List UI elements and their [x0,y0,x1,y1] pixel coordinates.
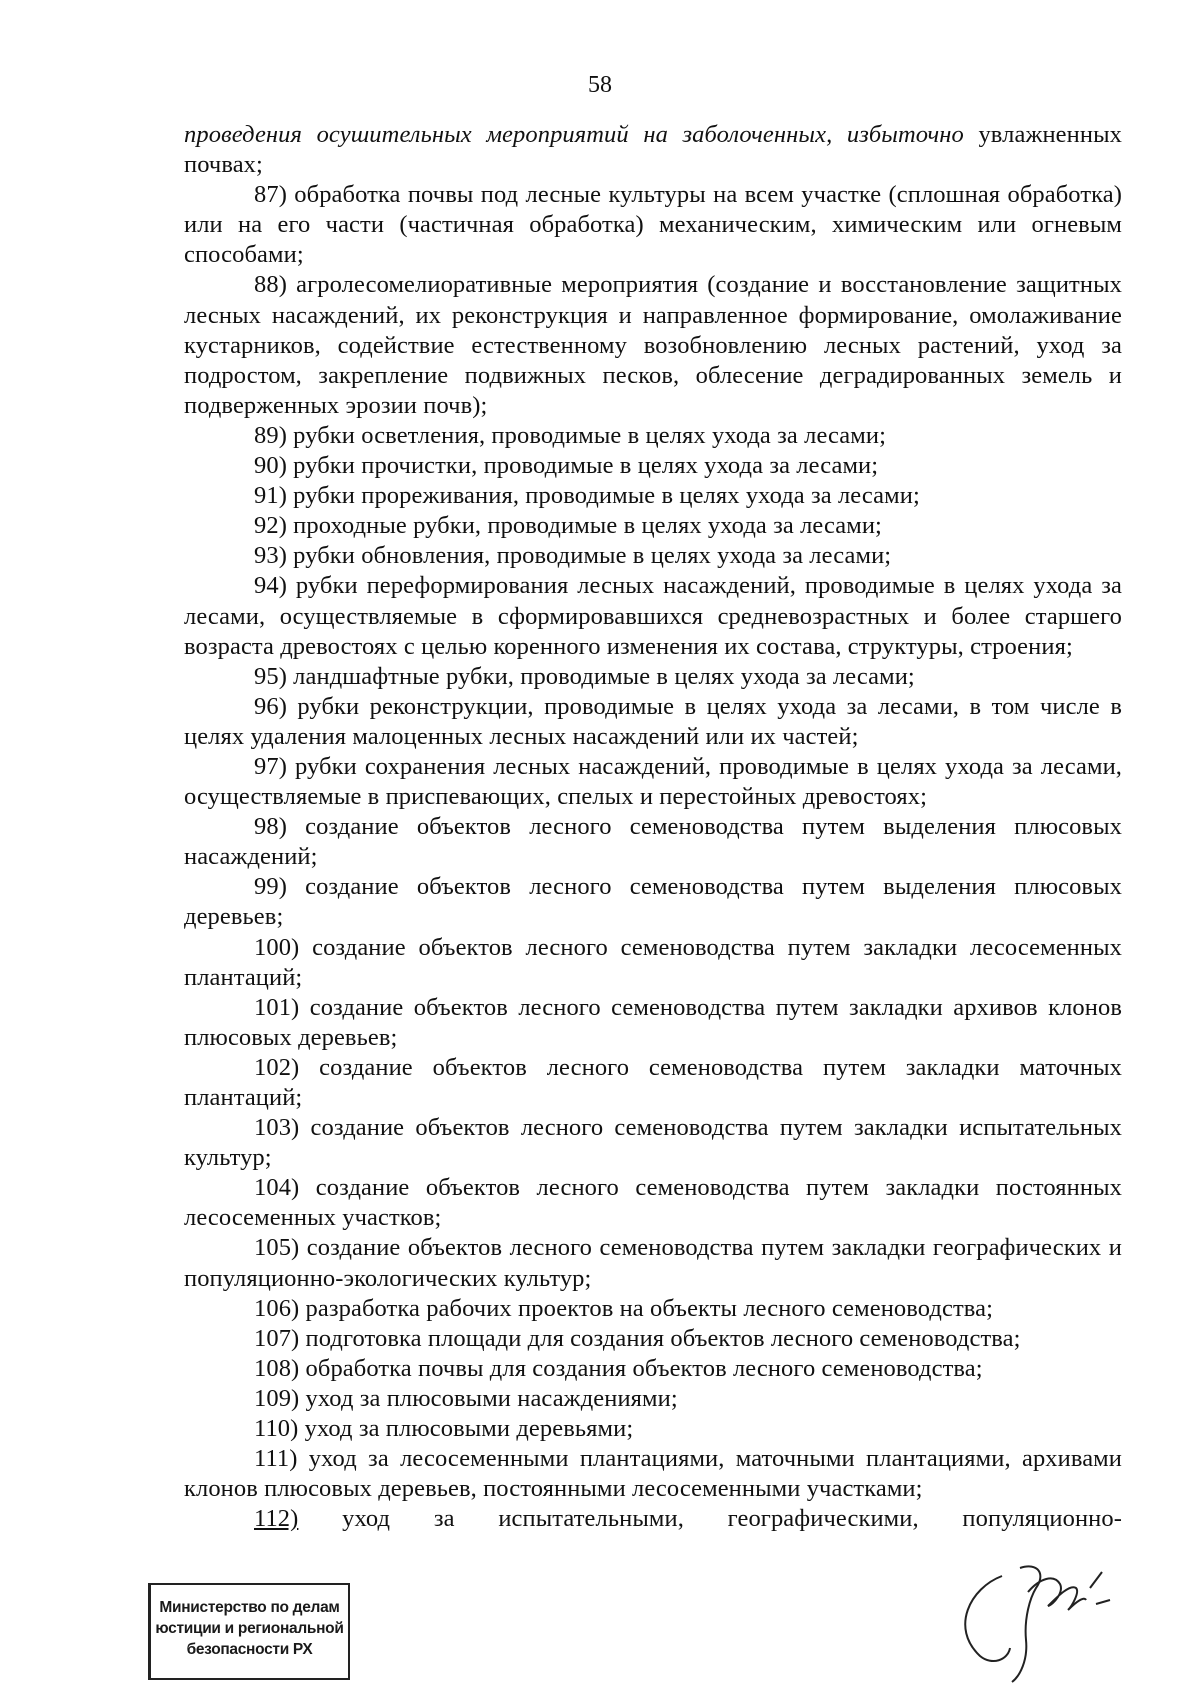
document-body [184,120,1122,1534]
last-list-item [184,1504,1122,1534]
list-item: 107) подготовка площади для создания объектов лесного семеноводства; [254,1324,1021,1352]
stamp-line: юстиции и региональной [155,1620,344,1637]
list-item: 104) создание объектов лесного семеноводства путем закладки постоянных лесосеменных участков; [184,1174,1122,1232]
continuation-rest: увлажненных почвах; [184,121,1122,179]
list-item: 93) рубки обновления, проводимые в целях ухода за лесами; [254,542,892,570]
list-item: 111) уход за лесосеменными плантациями, маточными плантациями, архивами клонов плюсовых деревьев, постоянными лесосеменными участками; [184,1445,1122,1503]
list-item: 99) создание объектов лесного семеноводства путем выделения плюсовых деревьев; [184,873,1122,931]
list-item: 95) ландшафтные рубки, проводимые в целях ухода за лесами; [254,662,915,690]
page-number: 58 [588,72,612,98]
list-item: 92) проходные рубки, проводимые в целях ухода за лесами; [254,512,882,540]
list-item: 94) рубки переформирования лесных насаждений, проводимые в целях ухода за лесами, осуществляемые в сформировавшихся средневозрастных и более старшего возраста древостоях с целью коренного изменения их состава, структуры, строения; [184,572,1122,660]
ministry-stamp [148,1583,350,1680]
list-item: 109) уход за плюсовыми насаждениями; [254,1384,678,1412]
list-item: 105) создание объектов лесного семеноводства путем закладки географических и популяционно-экологических культур; [184,1234,1122,1292]
continuation-italic: проведения осушительных мероприятий на заболоченных, избыточно [184,121,964,148]
list-item: 90) рубки прочистки, проводимые в целях ухода за лесами; [254,452,879,480]
list-item: 102) создание объектов лесного семеноводства путем закладки маточных плантаций; [184,1053,1122,1111]
list-item: 96) рубки реконструкции, проводимые в целях ухода за лесами, в том числе в целях удаления малоценных лесных насаждений или их частей; [184,692,1122,750]
list-item: 108) обработка почвы для создания объектов лесного семеноводства; [254,1354,983,1382]
handwritten-signature [950,1548,1130,1688]
stamp-line: безопасности РХ [186,1641,313,1658]
list-item: 88) агролесомелиоративные мероприятия (создание и восстановление защитных лесных насаждений, их реконструкция и направленное формирование, омолаживание кустарников, содействие естественному возобновлению лесных растений, уход за подростом, закрепление подвижных песков, облесение деградированных земель и подверженных эрозии почв); [184,271,1122,419]
list-item: 87) обработка почвы под лесные культуры на всем участке (сплошная обработка) или на его части (частичная обработка) механическим, химическим или огневым способами; [184,181,1122,269]
list-item: 100) создание объектов лесного семеноводства путем закладки лесосеменных плантаций; [184,933,1122,991]
continuation-paragraph [184,120,1122,180]
last-item-number: 112) [254,1505,299,1533]
list-item: 89) рубки осветления, проводимые в целях ухода за лесами; [254,421,886,449]
list-item: 106) разработка рабочих проектов на объекты лесного семеноводства; [254,1294,993,1322]
list-item: 91) рубки прореживания, проводимые в целях ухода за лесами; [254,482,920,510]
list-item: 97) рубки сохранения лесных насаждений, проводимые в целях ухода за лесами, осуществляемые в приспевающих, спелых и перестойных древостоях; [184,752,1122,811]
list-item: 103) создание объектов лесного семеноводства путем закладки испытательных культур; [184,1114,1122,1172]
list-item: 110) уход за плюсовыми деревьями; [254,1415,634,1443]
list-item: 101) создание объектов лесного семеноводства путем закладки архивов клонов плюсовых деревьев; [184,993,1122,1051]
last-item-text: уход за испытательными, географическими, популяционно- [342,1505,1122,1533]
list-item: 98) создание объектов лесного семеноводства путем выделения плюсовых насаждений; [184,813,1122,871]
stamp-line: Министерство по делам [159,1599,340,1616]
